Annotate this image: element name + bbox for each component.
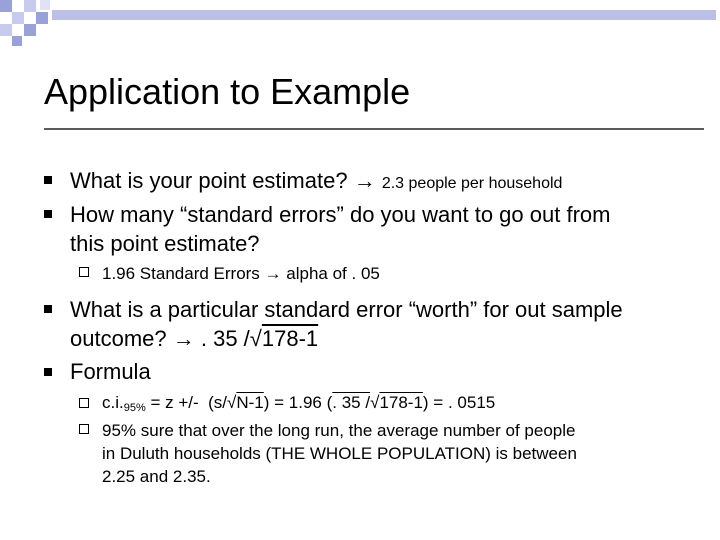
arrow-right-icon: →: [264, 264, 282, 283]
arrow-right-icon: →: [353, 168, 376, 193]
slide-title: Application to Example: [44, 71, 411, 112]
bullet-standard-errors: How many “standard errors” do you want to go out from this point estimate?: [70, 202, 611, 256]
bullet-standard-error-worth: What is a particular standard error “worth” for out sample outcome? → . 35 /√178-1: [70, 297, 623, 351]
bullet-point-estimate: What is your point estimate? → 2.3 people per household: [70, 168, 563, 193]
bullet-square-icon: [44, 368, 52, 376]
bullet-square-icon: [44, 210, 52, 218]
bullet-formula: Formula: [70, 359, 151, 384]
sub-bullet-box-icon: [79, 424, 89, 434]
formula-confidence-interval: $c.i._{95\%} = z$ +/- (s/√N-1) = 1.96 (. 35 /√178-1) = . 0515: [102, 393, 496, 414]
formula-interpretation: 95% sure that over the long run, the average number of people in Duluth households (THE WHOLE POPULATION) is between 2.25 and 2.35.: [102, 421, 577, 486]
point-estimate-answer: 2.3 people per household: [381, 175, 563, 192]
header-bar: [52, 10, 716, 20]
sqrt-symbol: √: [249, 326, 262, 351]
title-divider: [44, 128, 704, 130]
bullet-square-icon: [44, 305, 52, 313]
sub-bullet-box-icon: [79, 267, 89, 277]
arrow-right-icon: →: [172, 326, 195, 351]
sub-bullet-box-icon: [79, 398, 89, 408]
sub-bullet-alpha: 1.96 Standard Errors → alpha of . 05: [102, 264, 380, 283]
bullet-square-icon: [44, 176, 52, 184]
